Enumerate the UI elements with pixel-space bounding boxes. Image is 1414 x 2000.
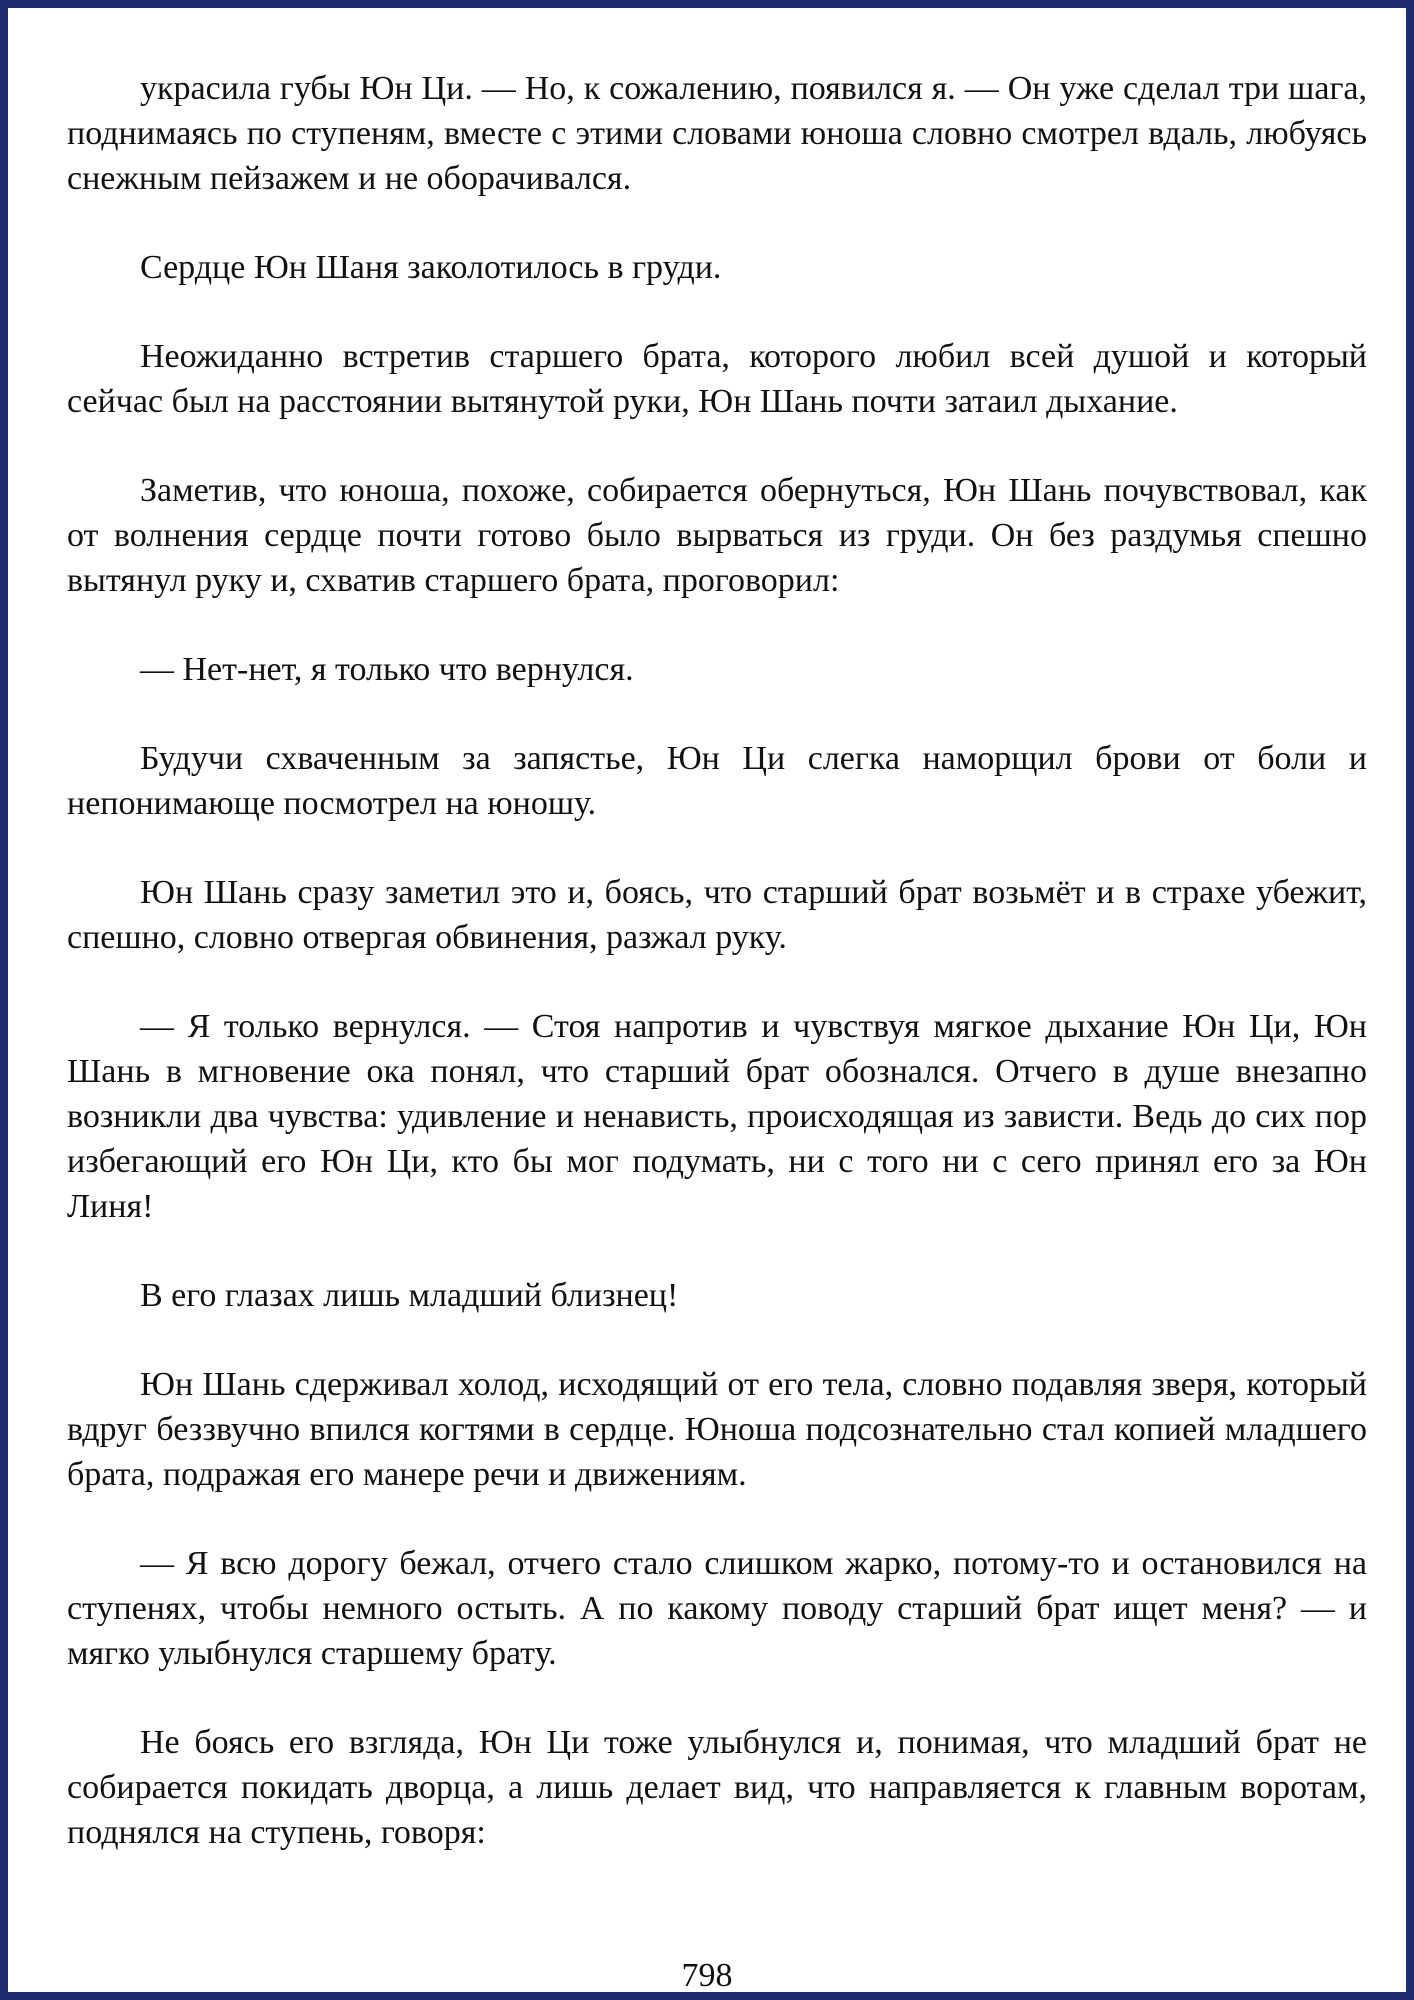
paragraph: — Я только вернулся. — Стоя напротив и чувствуя мягкое дыхание Юн Ци, Юн Шань в мгновение ока понял, что старший брат обознался. Отчего в душе внезапно возникли два чувства: удивление и ненависть, происходящая из зависти. Ведь до сих пор избегающий его Юн Ци, кто бы мог подумать, ни с того ни с сего принял его за Юн Линя! [67,1008,1367,1225]
paragraph: украсила губы Юн Ци. — Но, к сожалению, появился я. — Он уже сделал три шага, поднимаясь по ступеням, вместе с этими словами юноша словно смотрел вдаль, любуясь снежным пейзажем и не оборачивался. [67,70,1367,197]
paragraph: — Нет-нет, я только что вернулся. [140,651,634,688]
paragraph: Заметив, что юноша, похоже, собирается обернуться, Юн Шань почувствовал, как от волнения сердце почти готово было вырваться из груди. Он без раздумья спешно вытянул руку и, схватив старшего брата, проговорил: [67,472,1367,599]
paragraph: Юн Шань сдерживал холод, исходящий от его тела, словно подавляя зверя, который вдруг беззвучно впился когтями в сердце. Юноша подсознательно стал копией младшего брата, подражая его манере речи и движениям. [67,1366,1367,1493]
paragraph: Сердце Юн Шаня заколотилось в груди. [140,249,722,286]
page-body-text [67,66,1367,1899]
paragraph: Юн Шань сразу заметил это и, боясь, что старший брат возьмёт и в страхе убежит, спешно, словно отвергая обвинения, разжал руку. [67,874,1367,956]
paragraph: Будучи схваченным за запястье, Юн Ци слегка наморщил брови от боли и непонимающе посмотрел на юношу. [67,740,1367,822]
paragraph: В его глазах лишь младший близнец! [140,1277,679,1314]
paragraph: Неожиданно встретив старшего брата, которого любил всей душой и который сейчас был на расстоянии вытянутой руки, Юн Шань почти затаил дыхание. [67,338,1367,420]
page-number: 798 [681,1957,733,1994]
paragraph: Не боясь его взгляда, Юн Ци тоже улыбнулся и, понимая, что младший брат не собирается покидать дворца, а лишь делает вид, что направляется к главным воротам, поднялся на ступень, говоря: [67,1724,1367,1851]
paragraph: — Я всю дорогу бежал, отчего стало слишком жарко, потому-то и остановился на ступенях, чтобы немного остыть. А по какому поводу старший брат ищет меня? — и мягко улыбнулся старшему брату. [67,1545,1367,1672]
